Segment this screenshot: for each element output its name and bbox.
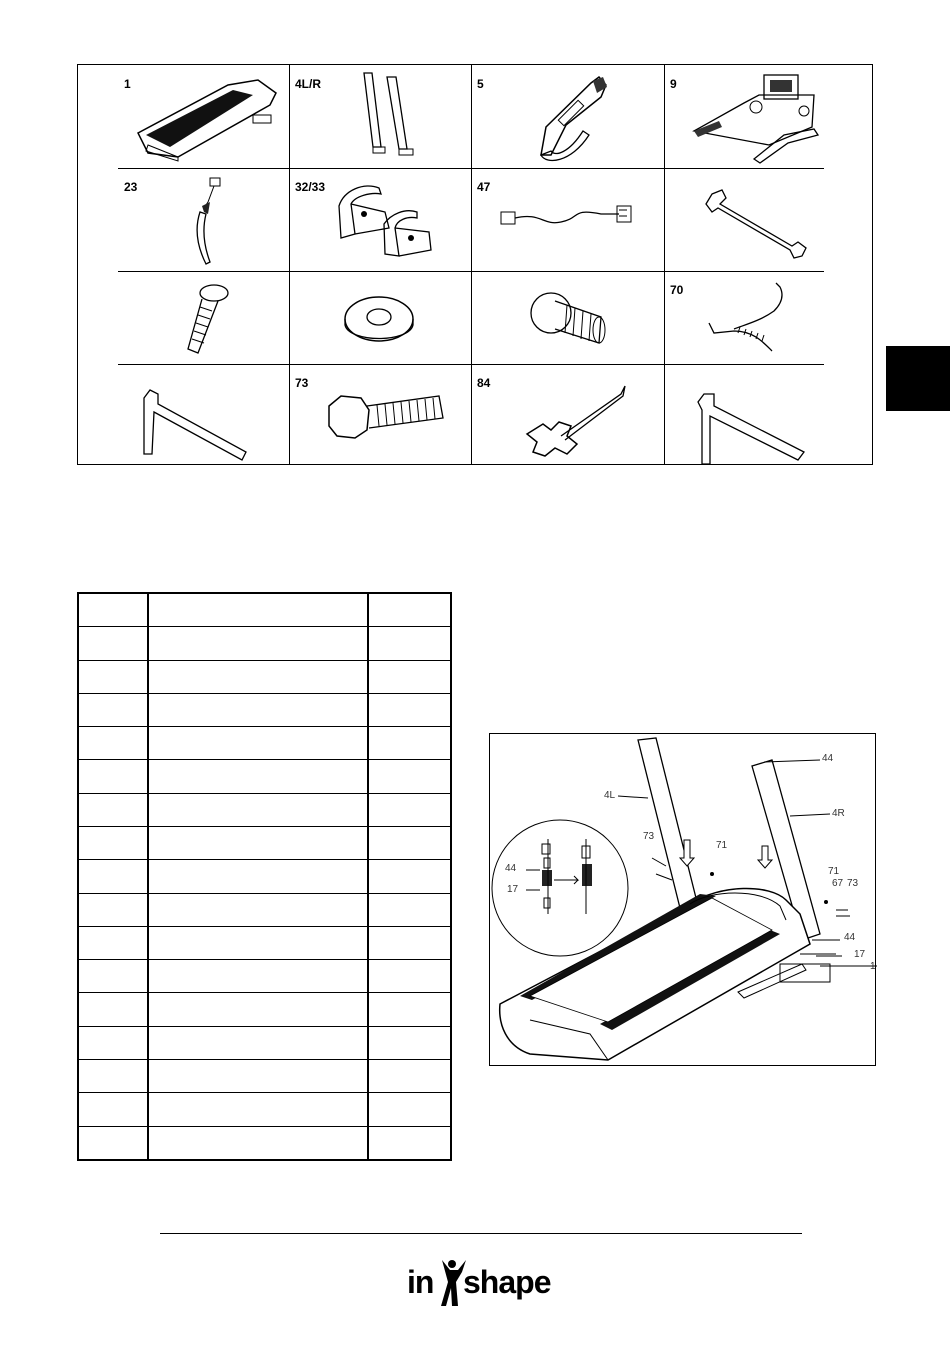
part-cell (664, 271, 824, 364)
table-cell (78, 793, 148, 826)
table-cell (148, 826, 368, 859)
table-cell (148, 993, 368, 1026)
table-row (78, 960, 451, 993)
table-row (78, 760, 451, 793)
table-cell (148, 1126, 368, 1160)
table-cell (368, 1026, 451, 1059)
part-number: 70 (670, 283, 684, 297)
assembly-label: 73 (643, 831, 655, 842)
part-cell (289, 271, 471, 364)
safety-key-icon (118, 168, 289, 271)
assembly-label: 4L (604, 790, 616, 801)
part-cell (664, 65, 872, 168)
table-cell (78, 1126, 148, 1160)
table-cell (148, 727, 368, 760)
part-number: 84 (477, 376, 491, 390)
assembly-label: 71 (828, 866, 840, 877)
table-cell (148, 960, 368, 993)
table-cell (368, 960, 451, 993)
part-number: 4L/R (295, 77, 322, 91)
brackets-icon (289, 168, 471, 271)
screw-icon (118, 271, 289, 364)
assembly-label: 17 (507, 884, 519, 895)
table-cell (148, 793, 368, 826)
table-cell (78, 660, 148, 693)
table-row (78, 693, 451, 726)
cross-wrench-icon (471, 364, 664, 464)
short-bolt-icon (471, 271, 664, 364)
assembly-diagram (489, 733, 876, 1066)
table-row (78, 826, 451, 859)
coiled-cable-icon (664, 271, 824, 364)
table-cell (148, 1093, 368, 1126)
table-cell (368, 993, 451, 1026)
table-cell (78, 860, 148, 893)
part-number: 47 (477, 180, 491, 194)
table-cell (368, 893, 451, 926)
table-cell (148, 660, 368, 693)
table-cell (148, 760, 368, 793)
treadmill-base-icon (118, 65, 289, 168)
table-cell (368, 627, 451, 660)
part-cell (289, 364, 471, 464)
cable-icon (471, 168, 664, 271)
table-cell (78, 893, 148, 926)
table-row (78, 926, 451, 959)
table-row (78, 1026, 451, 1059)
part-number: 23 (124, 180, 138, 194)
part-number: 5 (477, 77, 484, 91)
table-cell (78, 826, 148, 859)
part-cell (118, 364, 289, 464)
table-cell (368, 593, 451, 627)
part-cell (664, 364, 872, 464)
table-row (78, 1126, 451, 1160)
assembly-label: 4R (832, 808, 845, 819)
table-cell (368, 793, 451, 826)
table-row (78, 627, 451, 660)
table-cell (148, 627, 368, 660)
table-cell (78, 727, 148, 760)
table-cell (148, 693, 368, 726)
table-cell (368, 660, 451, 693)
table-cell (148, 1059, 368, 1092)
part-number: 1 (124, 77, 131, 91)
table-cell (368, 727, 451, 760)
footer-rule (160, 1233, 802, 1234)
assembly-label: 44 (844, 932, 856, 943)
logo-text-shape: shape (463, 1264, 551, 1300)
hex-bolt-icon (289, 364, 471, 464)
table-row (78, 860, 451, 893)
table-cell (368, 693, 451, 726)
table-cell (78, 926, 148, 959)
table-cell (148, 926, 368, 959)
table-row (78, 993, 451, 1026)
part-cell (289, 65, 471, 168)
table-cell (148, 593, 368, 627)
assembly-label: 67 (832, 878, 844, 889)
table-cell (78, 760, 148, 793)
table-cell (148, 860, 368, 893)
parts-grid (77, 64, 873, 465)
assembly-label: 1 (870, 961, 876, 972)
table-row (78, 1059, 451, 1092)
table-cell (368, 860, 451, 893)
part-number: 9 (670, 77, 677, 91)
table-cell (368, 1126, 451, 1160)
part-number: 73 (295, 376, 309, 390)
table-cell (368, 1093, 451, 1126)
wrench-icon (664, 168, 824, 271)
table-row (78, 727, 451, 760)
table-cell (78, 1059, 148, 1092)
table-cell (78, 1093, 148, 1126)
part-cell (471, 364, 664, 464)
part-cell (118, 65, 289, 168)
assembly-label: 44 (822, 753, 834, 764)
part-cell (289, 168, 471, 271)
console-icon (664, 65, 872, 168)
parts-table (77, 592, 452, 1161)
part-cell (471, 168, 664, 271)
table-cell (78, 1026, 148, 1059)
allen-key-icon (118, 364, 289, 464)
assembly-drawing (490, 734, 877, 1067)
table-row (78, 893, 451, 926)
upright-posts-icon (289, 65, 471, 168)
table-cell (368, 1059, 451, 1092)
part-number: 32/33 (295, 180, 326, 194)
assembly-label: 71 (716, 840, 728, 851)
assembly-label: 17 (854, 949, 866, 960)
part-cell (118, 168, 289, 271)
logo-text-in: in (407, 1264, 434, 1300)
table-row (78, 1093, 451, 1126)
section-tab (886, 346, 950, 411)
table-cell (78, 993, 148, 1026)
table-row (78, 593, 451, 627)
washer-icon (289, 271, 471, 364)
table-cell (148, 1026, 368, 1059)
part-cell (471, 271, 664, 364)
table-cell (368, 760, 451, 793)
assembly-label: 73 (847, 878, 859, 889)
assembly-label: 44 (505, 863, 517, 874)
table-cell (368, 826, 451, 859)
brand-logo (405, 1262, 551, 1312)
part-cell (118, 271, 289, 364)
part-cell (471, 65, 664, 168)
table-cell (78, 627, 148, 660)
table-cell (148, 893, 368, 926)
table-row (78, 660, 451, 693)
table-cell (368, 926, 451, 959)
table-cell (78, 960, 148, 993)
table-cell (78, 593, 148, 627)
handrail-icon (471, 65, 664, 168)
allen-key-large-icon (664, 364, 872, 464)
table-row (78, 793, 451, 826)
part-cell (664, 168, 824, 271)
table-cell (78, 693, 148, 726)
